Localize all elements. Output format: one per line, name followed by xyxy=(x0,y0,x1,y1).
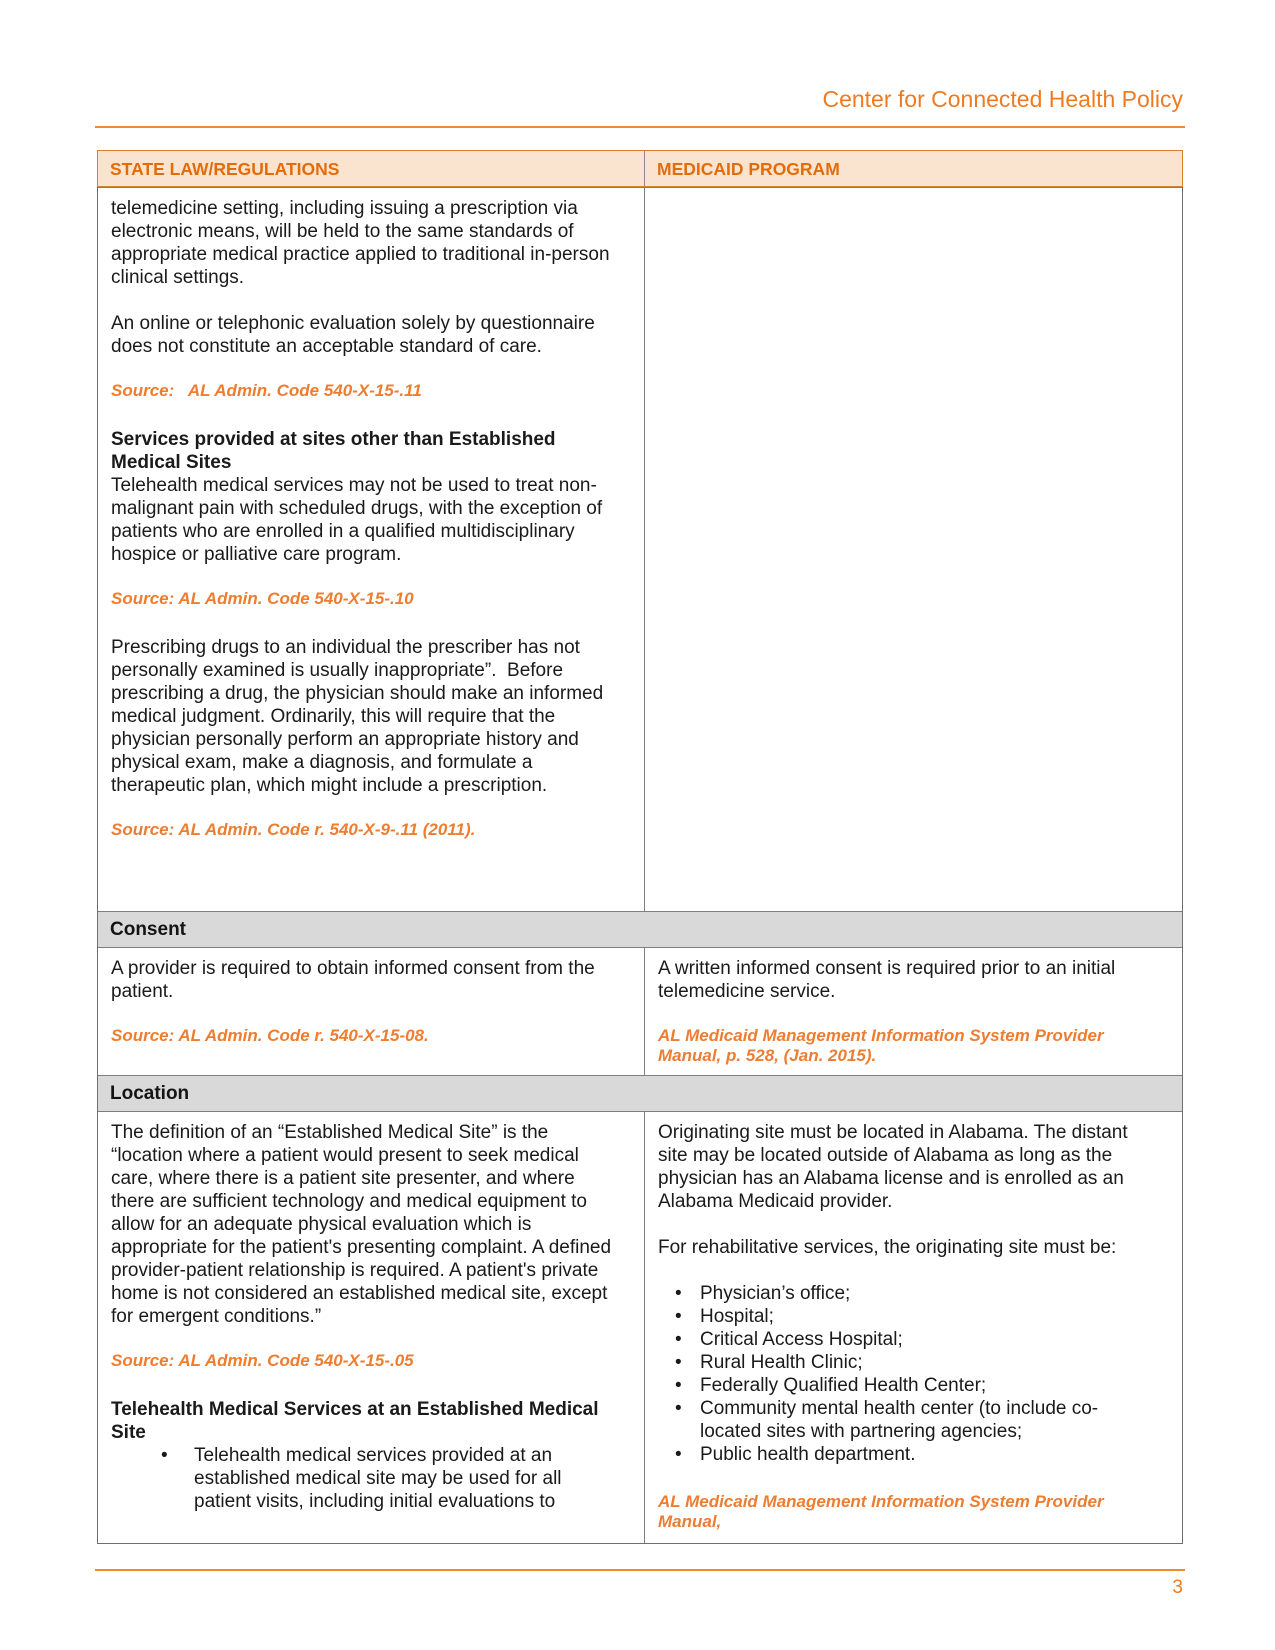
paragraph: Originating site must be located in Alabama. The distant site may be located outside of Alabama as long as the physician has an Alabama license and is enrolled as an Alabama Medicaid provider. xyxy=(658,1122,1133,1212)
bullet-list xyxy=(658,1282,1146,1466)
medicaid-cell xyxy=(644,948,1182,1075)
paragraph: For rehabilitative services, the originating site must be: xyxy=(658,1237,1117,1258)
bullet-icon: • xyxy=(675,1375,682,1396)
state-law-cell xyxy=(98,1112,644,1543)
header-rule xyxy=(95,126,1185,128)
bullet-icon: • xyxy=(675,1352,682,1373)
bullet-item xyxy=(658,1328,1146,1351)
bullet-text: Telehealth medical services provided at an established medical site may be used for all patient visits, including initial evaluations to xyxy=(194,1445,562,1512)
source-citation: AL Medicaid Management Information System Provider Manual, xyxy=(658,1492,1109,1531)
footer-rule xyxy=(95,1569,1185,1571)
source-citation: Source: AL Admin. Code 540-X-15-.10 xyxy=(111,589,414,608)
table-header-row xyxy=(97,150,1183,187)
cell-heading: Services provided at sites other than Established Medical Sites xyxy=(111,429,561,473)
paragraph: A provider is required to obtain informed consent from the patient. xyxy=(111,958,600,1002)
bullet-item xyxy=(658,1305,1146,1328)
paragraph: telemedicine setting, including issuing a prescription via electronic means, will be held to the same standards of appropriate medical practice applied to traditional in-person clinical settings. xyxy=(111,198,615,288)
column-header-state-law: STATE LAW/REGULATIONS xyxy=(110,159,340,179)
section-row-consent: Consent xyxy=(98,911,1182,947)
cell-heading: Telehealth Medical Services at an Established Medical Site xyxy=(111,1399,604,1443)
bullet-item xyxy=(658,1443,1146,1466)
column-header-medicaid: MEDICAID PROGRAM xyxy=(644,151,1182,186)
header-title: Center for Connected Health Policy xyxy=(822,86,1183,112)
bullet-text: Public health department. xyxy=(700,1444,916,1465)
page-number: 3 xyxy=(1172,1577,1183,1598)
paragraph: The definition of an “Established Medical Site” is the “location where a patient would present to seek medical care, where there is a patient site presenter, and where there are sufficient technology and medical equipment to allow for an adequate physical evaluation which is appropriate for the patient's presenting complaint. A defined provider-patient relationship is required. A patient's private home is not considered an established medical site, except for emergent conditions.” xyxy=(111,1122,617,1327)
bullet-item xyxy=(658,1397,1146,1443)
state-law-cell xyxy=(98,188,644,911)
bullet-icon: • xyxy=(675,1306,682,1327)
section-row-location: Location xyxy=(98,1075,1182,1111)
bullet-text: Hospital; xyxy=(700,1306,774,1327)
source-citation: Source: AL Admin. Code 540-X-15-.11 xyxy=(111,381,422,400)
source-citation: Source: AL Admin. Code r. 540-X-15-08. xyxy=(111,1026,429,1045)
bullet-item xyxy=(658,1282,1146,1305)
table-row-consent xyxy=(98,947,1182,1075)
medicaid-cell-empty xyxy=(644,188,1182,911)
source-citation: AL Medicaid Management Information System Provider Manual, p. 528, (Jan. 2015). xyxy=(658,1026,1109,1065)
bullet-icon: • xyxy=(161,1445,168,1466)
bullet-item xyxy=(658,1351,1146,1374)
bullet-text: Physician’s office; xyxy=(700,1283,851,1304)
bullet-icon: • xyxy=(675,1283,682,1304)
bullet-text: Community mental health center (to include co-located sites with partnering agencies; xyxy=(700,1398,1099,1442)
paragraph: An online or telephonic evaluation solely by questionnaire does not constitute an acceptable standard of care. xyxy=(111,313,601,357)
source-citation: Source: AL Admin. Code r. 540-X-9-.11 (2011). xyxy=(111,820,476,839)
bullet-icon: • xyxy=(675,1329,682,1350)
bullet-text: Critical Access Hospital; xyxy=(700,1329,903,1350)
bullet-icon: • xyxy=(675,1398,682,1419)
bullet-text: Rural Health Clinic; xyxy=(700,1352,863,1373)
table-row-location xyxy=(98,1111,1182,1543)
paragraph: A written informed consent is required prior to an initial telemedicine service. xyxy=(658,958,1121,1002)
bullet-text: Federally Qualified Health Center; xyxy=(700,1375,987,1396)
bullet-item xyxy=(658,1374,1146,1397)
source-citation: Source: AL Admin. Code 540-X-15-.05 xyxy=(111,1351,414,1370)
policy-table xyxy=(97,151,1183,1544)
table-row-prescribing xyxy=(98,187,1182,911)
paragraph: Telehealth medical services may not be used to treat non-malignant pain with scheduled drugs, with the exception of patients who are enrolled in a qualified multidisciplinary hospice or palliative care program. xyxy=(111,475,608,565)
paragraph: Prescribing drugs to an individual the prescriber has not personally examined is usually inappropriate”. Before prescribing a drug, the physician should make an informed medical judgment. Ordinarily, this will require that the physician personally perform an appropriate history and physical exam, make a diagnosis, and formulate a therapeutic plan, which might include a prescription. xyxy=(111,637,609,796)
medicaid-cell xyxy=(644,1112,1182,1543)
bullet-icon: • xyxy=(675,1444,682,1465)
state-law-cell xyxy=(98,948,644,1075)
bullet-item xyxy=(111,1444,620,1513)
